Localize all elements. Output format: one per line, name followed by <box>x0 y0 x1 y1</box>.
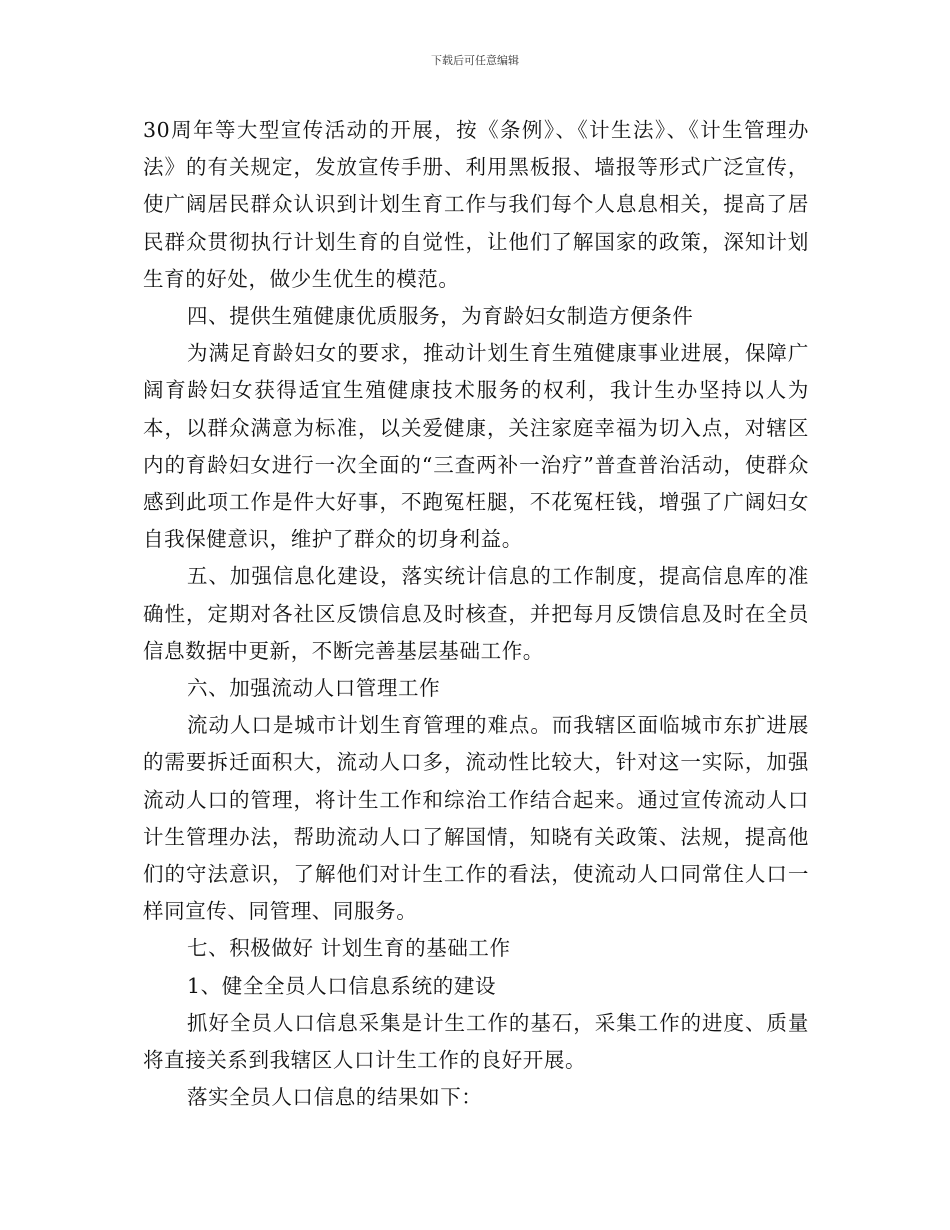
paragraph-section-6: 流动人口是城市计划生育管理的难点。而我辖区面临城市东扩进展的需要拆迁面积大，流动人口多，流动性比较大，针对这一实际，加强流动人口的管理，将计生工作和综治工作结合起来。通过宣传流动人口计生管理办法，帮助流动人口了解国情，知晓有关政策、法规，提高他们的守法意识，了解他们对计生工作的看法，使流动人口同常住人口一样同宣传、同管理、同服务。 <box>143 713 809 924</box>
paragraph-results-intro: 落实全员人口信息的结果如下： <box>187 1085 483 1110</box>
paragraph-section-5: 五、加强信息化建设，落实统计信息的工作制度，提高信息库的准确性，定期对各社区反馈信息及时核查，并把每月反馈信息及时在全员信息数据中更新，不断完善基层基础工作。 <box>143 564 809 663</box>
paragraph-intro-continuation: 30周年等大型宣传活动的开展，按《条例》、《计生法》、《计生管理办法》的有关规定，发放宣传手册、利用黑板报、墙报等形式广泛宣传，使广阔居民群众认识到计划生育工作与我们每个人息息相关，提高了居民群众贯彻执行计划生育的自觉性，让他们了解国家的政策，深知计划生育的好处，做少生优生的模范。 <box>143 118 809 291</box>
section-heading-6: 六、加强流动人口管理工作 <box>187 676 441 701</box>
document-body <box>143 112 809 1116</box>
subheading-7-1: 1、健全全员人口信息系统的建设 <box>187 973 497 998</box>
section-heading-4: 四、提供生殖健康优质服务，为育龄妇女制造方便条件 <box>187 304 694 329</box>
paragraph-section-7-1: 抓好全员人口信息采集是计生工作的基石，采集工作的进度、质量将直接关系到我辖区人口计生工作的良好开展。 <box>143 1010 809 1073</box>
page-header: 下载后可任意编辑 <box>431 54 519 67</box>
section-heading-7: 七、积极做好 计划生育的基础工作 <box>187 936 511 961</box>
paragraph-section-4: 为满足育龄妇女的要求，推动计划生育生殖健康事业进展，保障广阔育龄妇女获得适宜生殖健康技术服务的权利，我计生办坚持以人为本，以群众满意为标准，以关爱健康，关注家庭幸福为切入点，对辖区内的育龄妇女进行一次全面的“三查两补一治疗”普查普治活动，使群众感到此项工作是件大好事，不跑冤枉腿，不花冤枉钱，增强了广阔妇女自我保健意识，维护了群众的切身利益。 <box>143 341 809 552</box>
